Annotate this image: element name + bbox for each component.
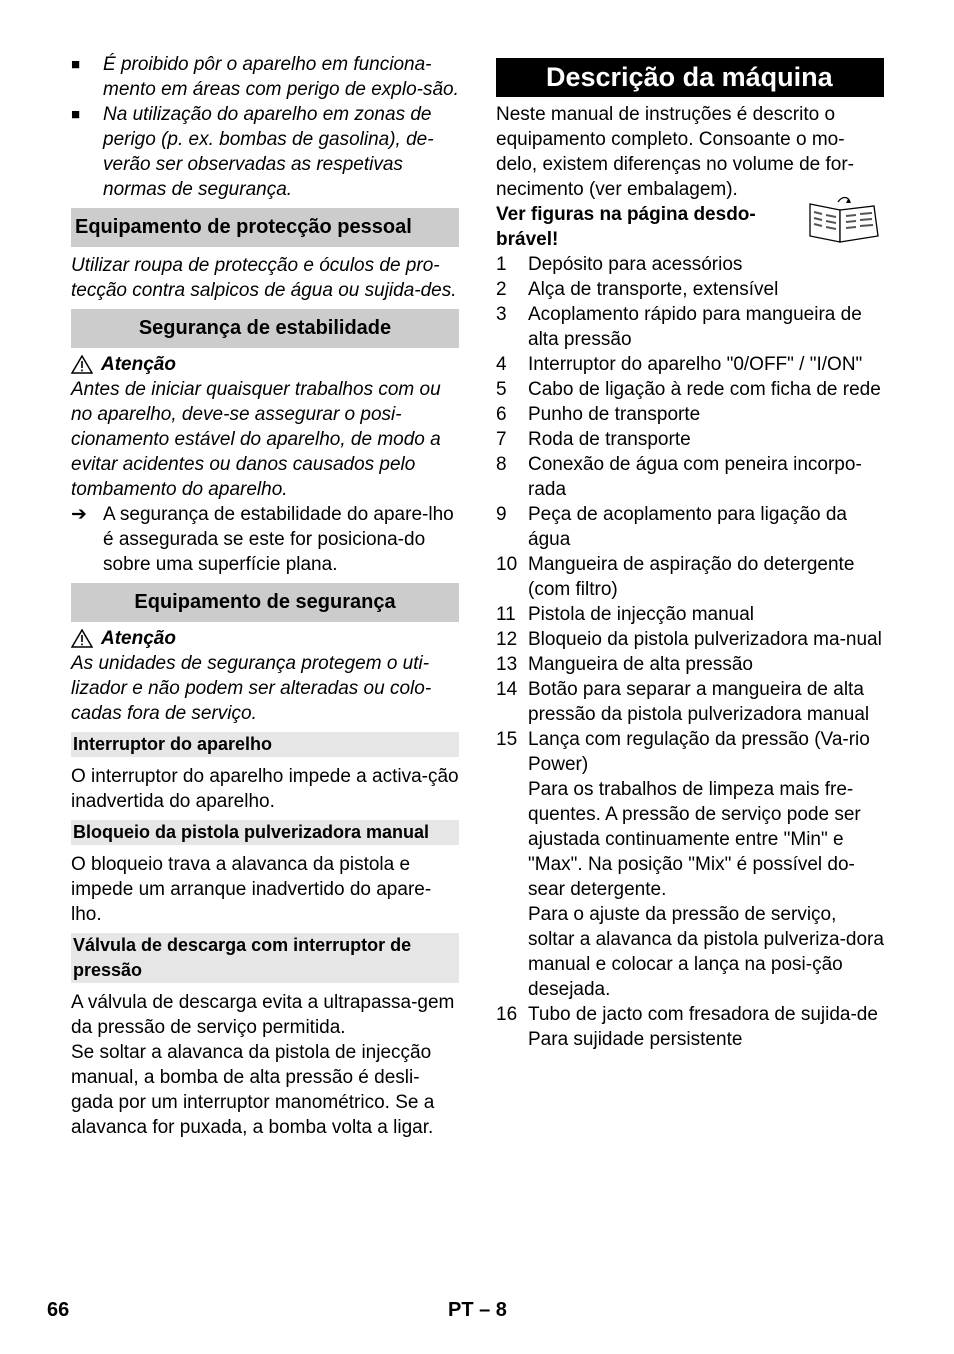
list-item: 1 Depósito para acessórios xyxy=(496,254,743,275)
valve-text: Se soltar a alavanca da pistola de injecção manual, a bomba de alta pressão é desli-gada por um interruptor manométrico. Se a alavanca for puxada, a bomba volta a ligar. xyxy=(71,1042,435,1138)
page-number: 66 xyxy=(47,1299,70,1321)
lock-text: O bloqueio trava a alavanca da pistola e impede um arranque inadvertido do apare-lho. xyxy=(71,854,432,925)
list-item: 5 Cabo de ligação à rede com ficha de rede xyxy=(496,379,881,400)
list-item: 15 Lança com regulação da pressão (Va-rio Power) xyxy=(496,729,870,775)
valve-text: A válvula de descarga evita a ultrapassa-gem da pressão de serviço permitida. xyxy=(71,992,455,1038)
ppe-text: Utilizar roupa de protecção e óculos de pro-tecção contra salpicos de água ou sujida-des. xyxy=(71,255,457,301)
list-item: 14 Botão para separar a mangueira de alta pressão da pistola pulverizadora manual xyxy=(496,679,870,725)
warning-triangle-icon xyxy=(71,355,93,374)
warning-text: Atenção xyxy=(101,628,176,649)
section-heading: Descrição da máquina xyxy=(496,58,884,97)
list-item: 9 Peça de acoplamento para ligação da água xyxy=(496,504,848,550)
section-label: PT – 8 xyxy=(448,1299,507,1321)
list-item: 12 Bloqueio da pistola pulverizadora ma-nual xyxy=(496,629,882,650)
safety-warning: As unidades de segurança protegem o uti-lizador e não podem ser alteradas ou colo-cadas fora de serviço. xyxy=(71,653,432,724)
warning-label xyxy=(71,626,459,651)
switch-text: O interruptor do aparelho impede a activa-ção inadvertida do aparelho. xyxy=(71,766,459,812)
bullet-text: É proibido pôr o aparelho em funciona-mento em áreas com perigo de explo-são. xyxy=(103,54,459,100)
safety-heading: Equipamento de segurança xyxy=(71,583,459,622)
list-item: 4 Interruptor do aparelho "0/OFF" / "I/ON" xyxy=(496,354,863,375)
list-item: 3 Acoplamento rápido para mangueira de alta pressão xyxy=(496,304,862,350)
list-item: Para sujidade persistente xyxy=(528,1029,743,1050)
list-item: 13 Mangueira de alta pressão xyxy=(496,654,753,675)
valve-heading: Válvula de descarga com interruptor de pressão xyxy=(71,933,459,983)
switch-heading: Interruptor do aparelho xyxy=(71,732,459,757)
list-item: 16 Tubo de jacto com fresadora de sujida-de xyxy=(496,1004,878,1025)
square-bullet-icon: ■ xyxy=(71,106,81,123)
open-book-icon xyxy=(804,196,884,244)
left-column xyxy=(71,52,459,1140)
list-item: Para os trabalhos de limpeza mais fre-quentes. A pressão de serviço pode ser ajustada continuamente entre "Min" e "Max". Na posição "Mix" é possível do-sear detergente. xyxy=(528,779,861,900)
stability-heading: Segurança de estabilidade xyxy=(71,309,459,348)
stability-warning: Antes de iniciar quaisquer trabalhos com ou no aparelho, deve-se assegurar o posi-cionamento estável do aparelho, de modo a evitar acidentes ou danos causados pelo tombamento do aparelho. xyxy=(71,379,441,500)
warning-label xyxy=(71,352,459,377)
list-item: Para o ajuste da pressão de serviço, soltar a alavanca da pistola pulveriza-dora manual e colocar a lança na posi-ção desejada. xyxy=(528,904,884,1000)
list-item: 6 Punho de transporte xyxy=(496,404,701,425)
lock-heading: Bloqueio da pistola pulverizadora manual xyxy=(71,820,459,845)
list-item: 11 Pistola de injecção manual xyxy=(496,604,755,625)
bullet-item xyxy=(71,52,459,102)
list-item: 8 Conexão de água com peneira incorpo-rada xyxy=(496,454,862,500)
warning-text: Atenção xyxy=(101,354,176,375)
bullet-item xyxy=(71,102,459,202)
list-item: 2 Alça de transporte, extensível xyxy=(496,279,779,300)
right-column xyxy=(496,52,884,1052)
bullet-text: Na utilização do aparelho em zonas de perigo (p. ex. bombas de gasolina), de-verão ser observadas as respetivas normas de segurança. xyxy=(103,104,434,200)
warning-triangle-icon xyxy=(71,629,93,648)
list-item: 10 Mangueira de aspiração do detergente (com filtro) xyxy=(496,554,855,600)
action-text: A segurança de estabilidade do apare-lho é assegurada se este for posiciona-do sobre uma superfície plana. xyxy=(103,504,454,575)
action-item xyxy=(71,502,459,577)
intro-text: Neste manual de instruções é descrito o equipamento completo. Consoante o mo-delo, existem diferenças no volume de for-necimento (ver embalagem). xyxy=(496,104,855,200)
see-figures-note: Ver figuras na página desdo-brável! xyxy=(496,204,756,250)
ppe-heading: Equipamento de protecção pessoal xyxy=(71,208,459,247)
square-bullet-icon: ■ xyxy=(71,56,81,73)
arrow-right-icon: ➔ xyxy=(71,504,87,525)
list-item: 7 Roda de transporte xyxy=(496,429,691,450)
